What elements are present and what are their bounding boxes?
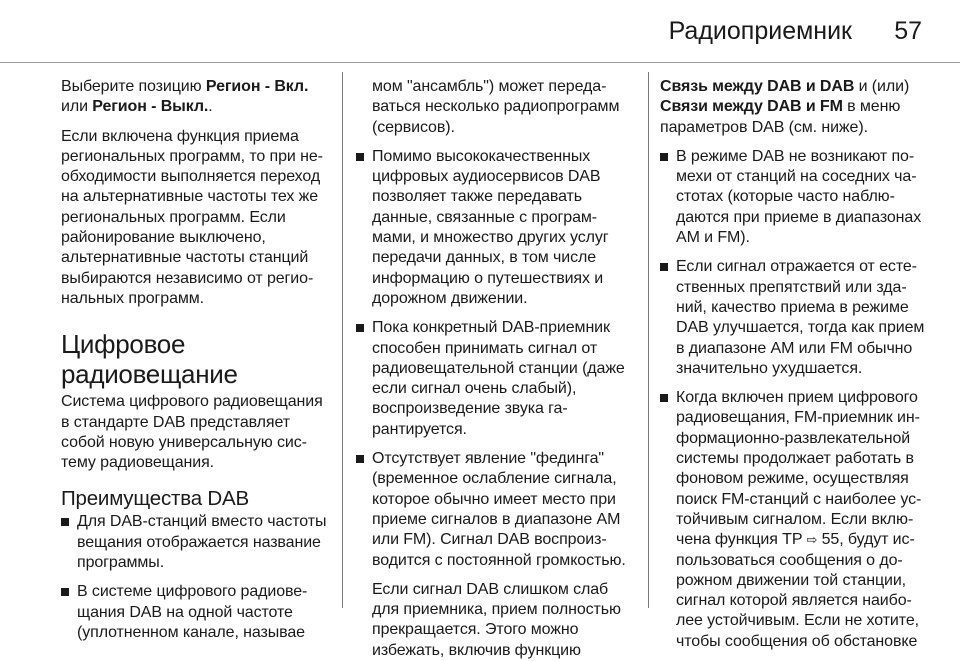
region-on-option: Регион - Вкл. [205, 78, 309, 95]
list-item-continuation: мом "ансамбль") может передаваться несколько радиопрограмм (сервисов). [372, 78, 620, 136]
header-divider [0, 62, 960, 63]
dab-fm-link-option: Связи между DAB и FM [660, 98, 843, 116]
page-reference-link[interactable]: 55 [817, 531, 840, 549]
column-1 [61, 77, 335, 652]
page-header [0, 0, 960, 60]
list-item: В режиме DAB не возникают помехи от станций на соседних частотах (которые часто наблюдаются при приеме в диапазонах AM и FM). [660, 147, 928, 248]
list-item: Когда включен прием цифрового радиовещания, FM-приемник информационно-развлекательной системы продолжает работать в фоновом режиме, осуществляя поиск FM-станций с наиболее устойчивым сигналом. Если включена функция TP ⇨ 55, будут использоваться сообщения о дорожном движении той станции, сигнал которой является наиболее устойчивым. Если не хотите, чтобы сообщения об обстановке [660, 388, 928, 652]
dab-intro-paragraph: Система цифрового радиовещания в стандарте DAB представляет собой новую универсальную систему радиовещания. [61, 393, 323, 472]
bullet-square-icon [356, 324, 364, 332]
bullet-square-icon [61, 588, 69, 596]
page-reference-icon: ⇨ [806, 532, 818, 548]
list-item: В системе цифрового радиовещания DAB на одной частоте (уплотненном канале, называе [61, 582, 335, 643]
list-item: Для DAB-станций вместо частоты вещания отображается название программы. [61, 512, 335, 573]
column-divider-1 [342, 72, 343, 608]
bullet-square-icon [660, 263, 668, 271]
list-item: Если сигнал отражается от естественных препятствий или зданий, качество приема в режиме DAB улучшается, тогда как прием в диапазоне AM или FM обычно значительно ухудшается. [660, 257, 928, 379]
advantages-list-continued [356, 77, 632, 571]
dab-dab-link-option: Связь между DAB и DAB [660, 78, 855, 95]
column-3 [660, 77, 928, 661]
region-paragraph: Если включена функция приема региональных программ, то при необходимости выполняется переход на альтернативные частоты тех же региональных программ. Если районирование выключено, альтернативные частоты станций выбираются независимо от региональных программ. [61, 127, 323, 307]
weak-signal-paragraph: Если сигнал DAB слишком слаб для приемника, прием полностью прекращается. Этого можно избежать, включив функцию [372, 580, 621, 659]
linking-paragraph: Связь между DAB и DAB и (или) Связи между DAB и FM в меню параметров DAB (см. ниже). [660, 78, 910, 136]
bullet-square-icon [660, 153, 668, 161]
region-instruction: Выберите позицию Регион - Вкл. или Регион - Выкл.. [61, 78, 309, 116]
page-number: 57 [894, 17, 922, 45]
advantages-list [61, 512, 335, 643]
list-item: Отсутствует явление "фединга" (временное ослабление сигнала, которое обычно имеет место при приеме сигналов в диапазоне AM или FM). Сигнал DAB воспроизводится с постоянной громкостью. [356, 449, 632, 571]
list-item: Пока конкретный DAB-приемник способен принимать сигнал от радиовещательной станции (даже если сигнал очень слабый), воспроизведение звука гарантируется. [356, 318, 632, 440]
list-item: Помимо высококачественных цифровых аудиосервисов DAB позволяет также передавать данные, связанные с программами, и множество других услуг передачи данных, в том числе информацию о путешествиях и дорожном движении. [356, 147, 632, 309]
column-divider-2 [648, 72, 649, 608]
bullet-square-icon [61, 518, 69, 526]
bullet-square-icon [660, 394, 668, 402]
heading-digital-radio: Цифровое радиовещание [61, 329, 238, 390]
region-off-option: Регион - Выкл. [92, 98, 209, 116]
bullet-square-icon [356, 455, 364, 463]
bullet-square-icon [356, 153, 364, 161]
column-2 [356, 77, 632, 661]
heading-dab-advantages: Преимущества DAB [61, 487, 249, 511]
section-title: Радиоприемник [668, 17, 852, 45]
advantages-list-more [660, 147, 928, 652]
